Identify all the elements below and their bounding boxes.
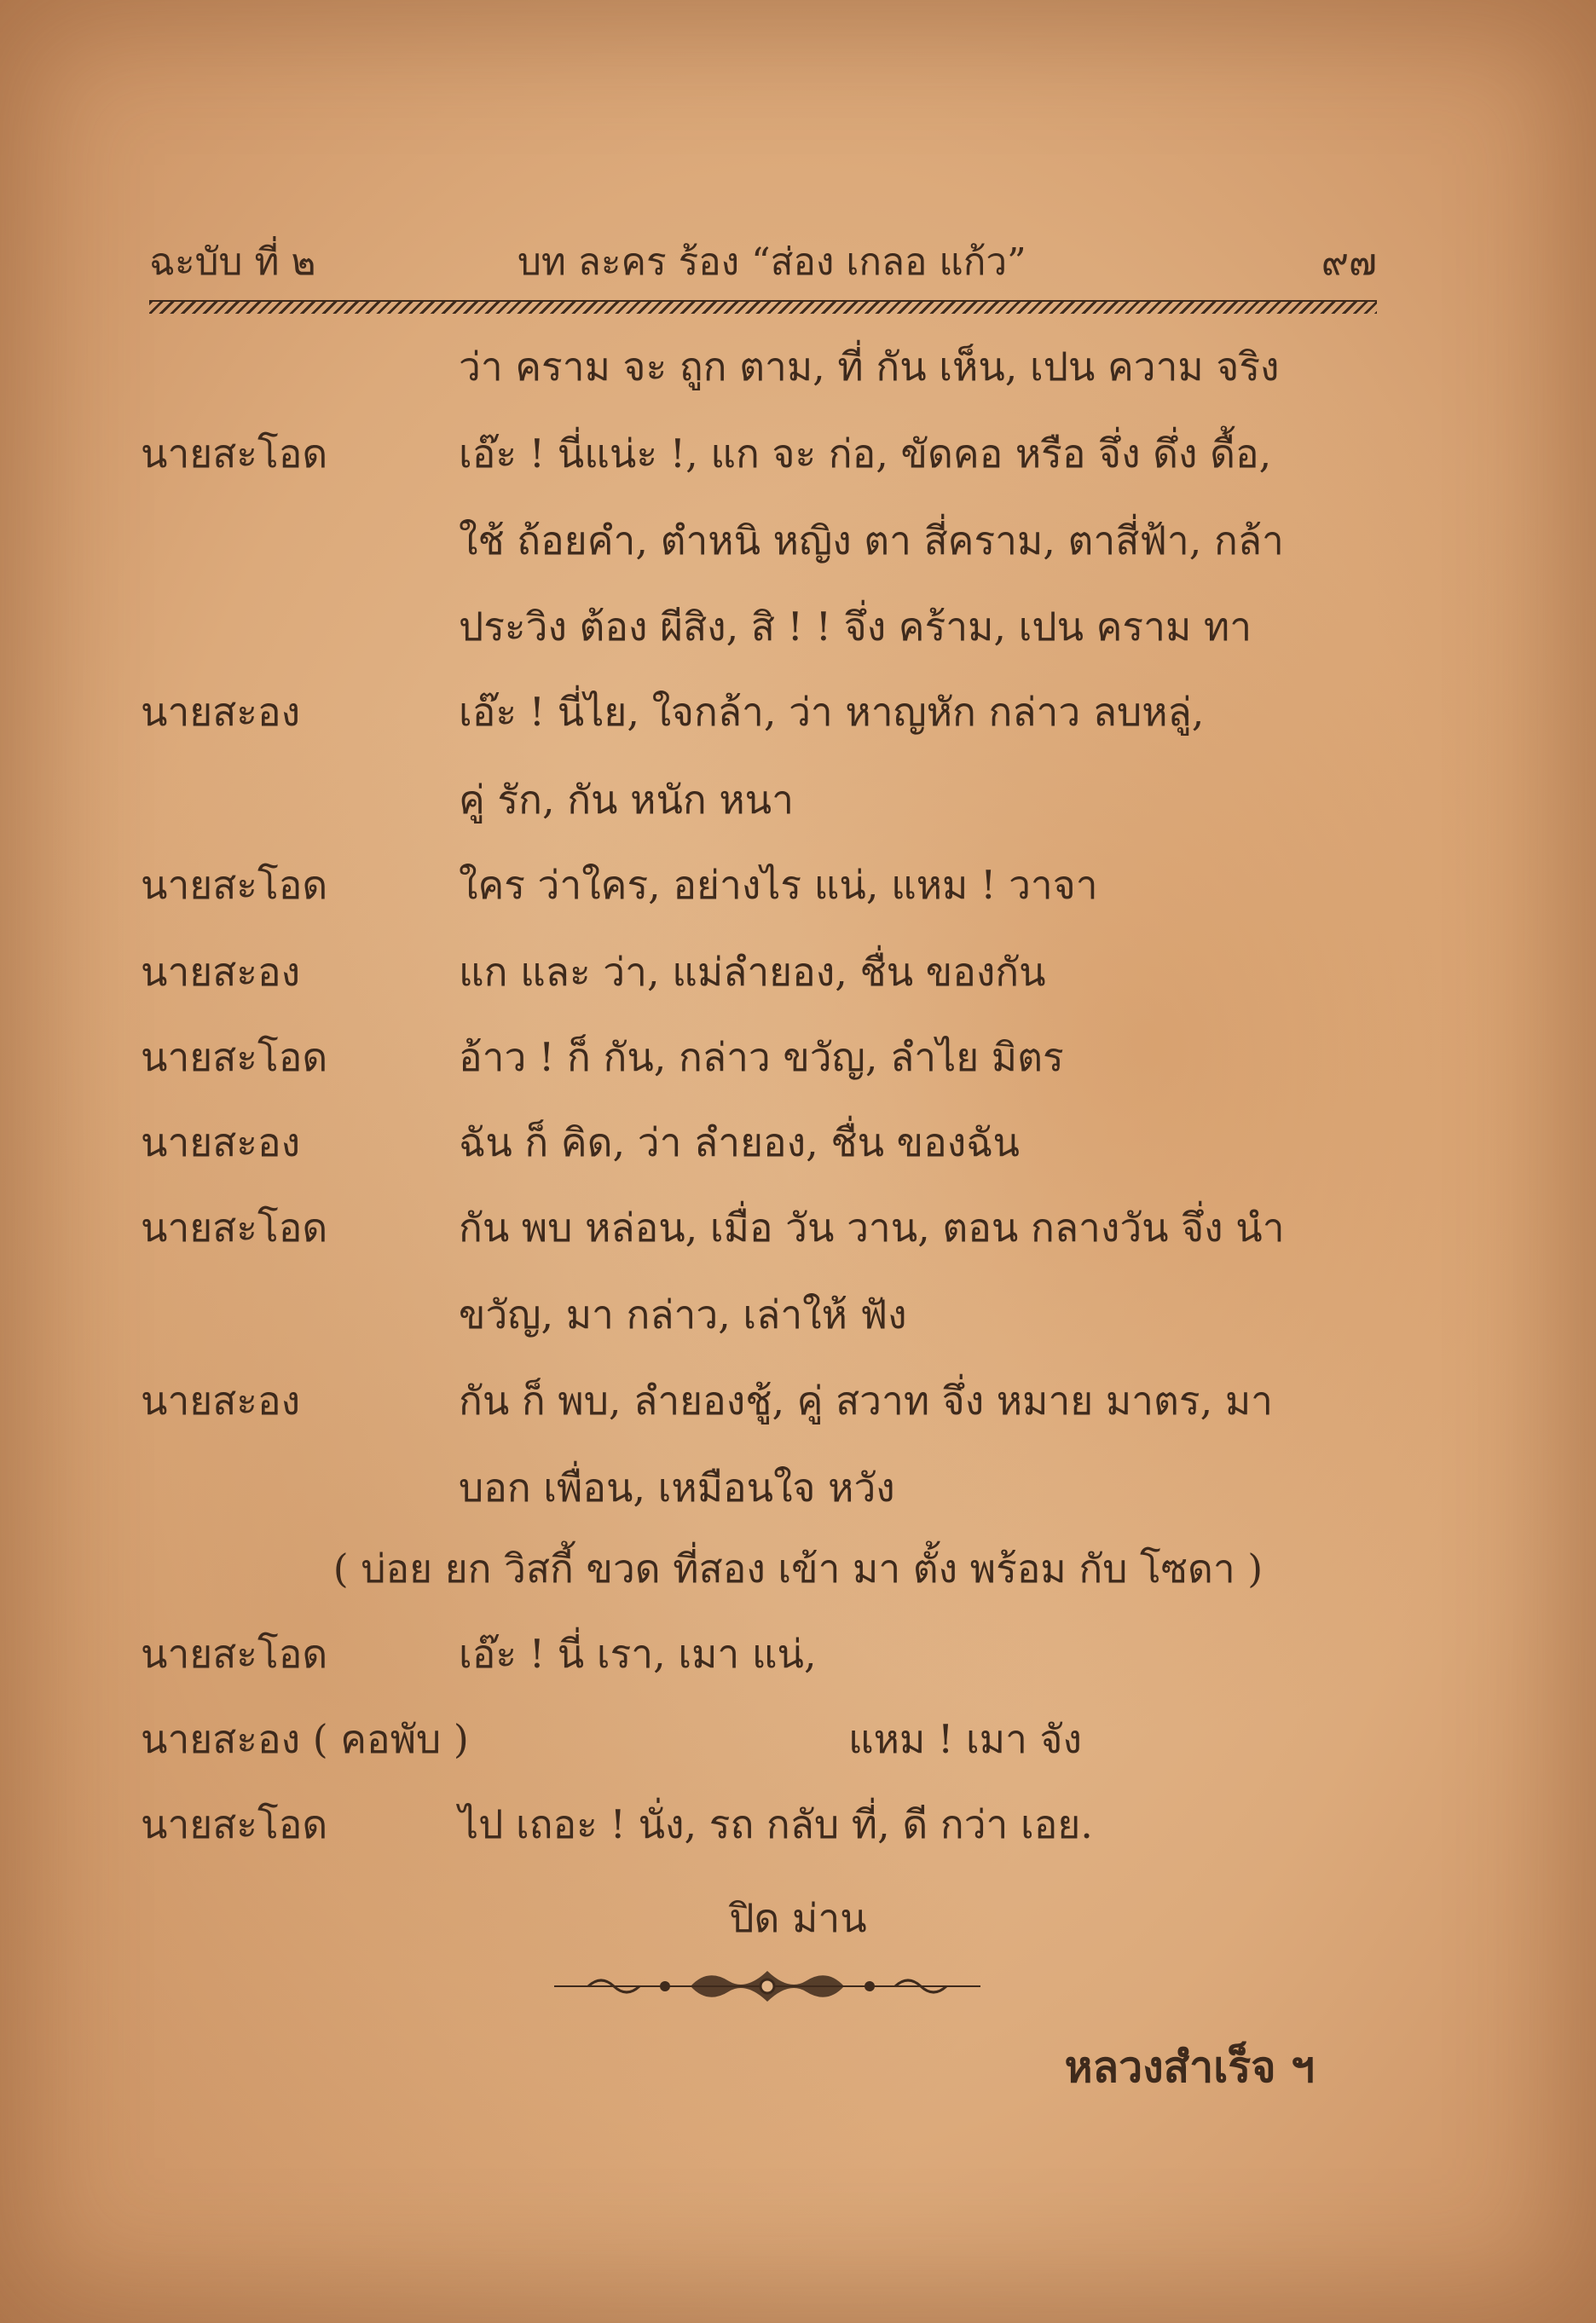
dialogue-text: เอ๊ะ ! นี่แน่ะ !, แก จะ ก่อ, ขัดคอ หรือ จึ่ง ดึ่ง ดื้อ, (459, 431, 1272, 477)
dialogue-line (0, 1794, 1596, 1854)
speaker-name: นายสะโอด (141, 1801, 328, 1847)
dialogue-text: ใช้ ถ้อยคำ, ตำหนิ หญิง ตา สี่คราม, ตาสี่ฟ้า, กล้า (459, 517, 1284, 563)
speaker-name: นายสะอง (141, 1378, 301, 1424)
dialogue-line (0, 1709, 1596, 1769)
dialogue-text: ขวัญ, มา กล่าว, เล่าให้ ฟัง (459, 1292, 907, 1338)
dialogue-text: กัน พบ หล่อน, เมื่อ วัน วาน, ตอน กลางวัน จึ่ง นำ (459, 1205, 1285, 1251)
dialogue-text: เอ๊ะ ! นี่ เรา, เมา แน่, (459, 1631, 817, 1677)
dialogue-text: บอก เพื่อน, เหมือนใจ หวัง (459, 1465, 895, 1511)
dialogue-line (0, 1624, 1596, 1684)
dialogue-line (0, 1112, 1596, 1172)
speaker-name: นายสะอง ( คอพับ ) (141, 1716, 469, 1762)
play-title: บท ละคร ร้อง “ส่อง เกลอ แก้ว” (518, 240, 1026, 284)
speaker-name: นายสะโอด (141, 1205, 328, 1251)
dialogue-line (0, 337, 1596, 396)
speaker-name: นายสะอง (141, 949, 301, 995)
dialogue-line (0, 855, 1596, 915)
dialogue-line (0, 770, 1596, 829)
dialogue-line (0, 511, 1596, 570)
dialogue-text: ใคร ว่าใคร, อย่างไร แน่, แหม ! วาจา (459, 862, 1098, 908)
running-header (149, 232, 1377, 283)
dialogue-line (0, 942, 1596, 1002)
dialogue-text: กัน ก็ พบ, ลำยองชู้, คู่ สวาท จึ่ง หมาย มาตร, มา (459, 1378, 1273, 1424)
page-number: ๙๗ (1321, 240, 1377, 284)
author-signature: หลวงสำเร็จ ฯ (1064, 2042, 1315, 2092)
dialogue-text: อ้าว ! ก็ กัน, กล่าว ขวัญ, ลำไย มิตร (459, 1034, 1064, 1080)
curtain-close-label: ปิด ม่าน (729, 1895, 867, 1941)
stage-direction: ( บ่อย ยก วิสกี้ ขวด ที่สอง เข้า มา ตั้ง พร้อม กับ โซดา ) (332, 1546, 1264, 1592)
dialogue-line (0, 682, 1596, 742)
dialogue-text: แหม ! เมา จัง (848, 1716, 1082, 1762)
speaker-name: นายสะโอด (141, 1034, 328, 1080)
dialogue-line (0, 1198, 1596, 1257)
speaker-name: นายสะอง (141, 1119, 301, 1165)
dialogue-text: แก และ ว่า, แม่ลำยอง, ชื่น ของกัน (459, 949, 1046, 995)
dialogue-line (0, 1285, 1596, 1344)
dialogue-text: ประวิง ต้อง ผีสิง, สิ ! ! จึ่ง คร้าม, เปน คราม ทา (459, 604, 1252, 650)
dialogue-line (0, 1371, 1596, 1430)
dialogue-text: ไป เถอะ ! นั่ง, รถ กลับ ที่, ดี กว่า เอย. (459, 1801, 1093, 1847)
dialogue-line (0, 597, 1596, 656)
issue-label: ฉะบับ ที่ ๒ (149, 240, 316, 284)
dialogue-line (0, 424, 1596, 483)
speaker-name: นายสะโอด (141, 862, 328, 908)
ornament-divider-icon (554, 1961, 980, 2012)
dialogue-text: คู่ รัก, กัน หนัก หนา (459, 777, 794, 823)
dialogue-text: ว่า คราม จะ ถูก ตาม, ที่ กัน เห็น, เปน ความ จริง (459, 344, 1280, 390)
dialogue-line (0, 1027, 1596, 1087)
speaker-name: นายสะโอด (141, 431, 328, 477)
speaker-name: นายสะโอด (141, 1631, 328, 1677)
dialogue-text: ฉัน ก็ คิด, ว่า ลำยอง, ชื่น ของฉัน (459, 1119, 1020, 1165)
header-divider (149, 300, 1377, 314)
dialogue-line (0, 1458, 1596, 1517)
dialogue-text: เอ๊ะ ! นี่ไย, ใจกล้า, ว่า หาญหัก กล่าว ลบหลู่, (459, 689, 1205, 735)
speaker-name: นายสะอง (141, 689, 301, 735)
